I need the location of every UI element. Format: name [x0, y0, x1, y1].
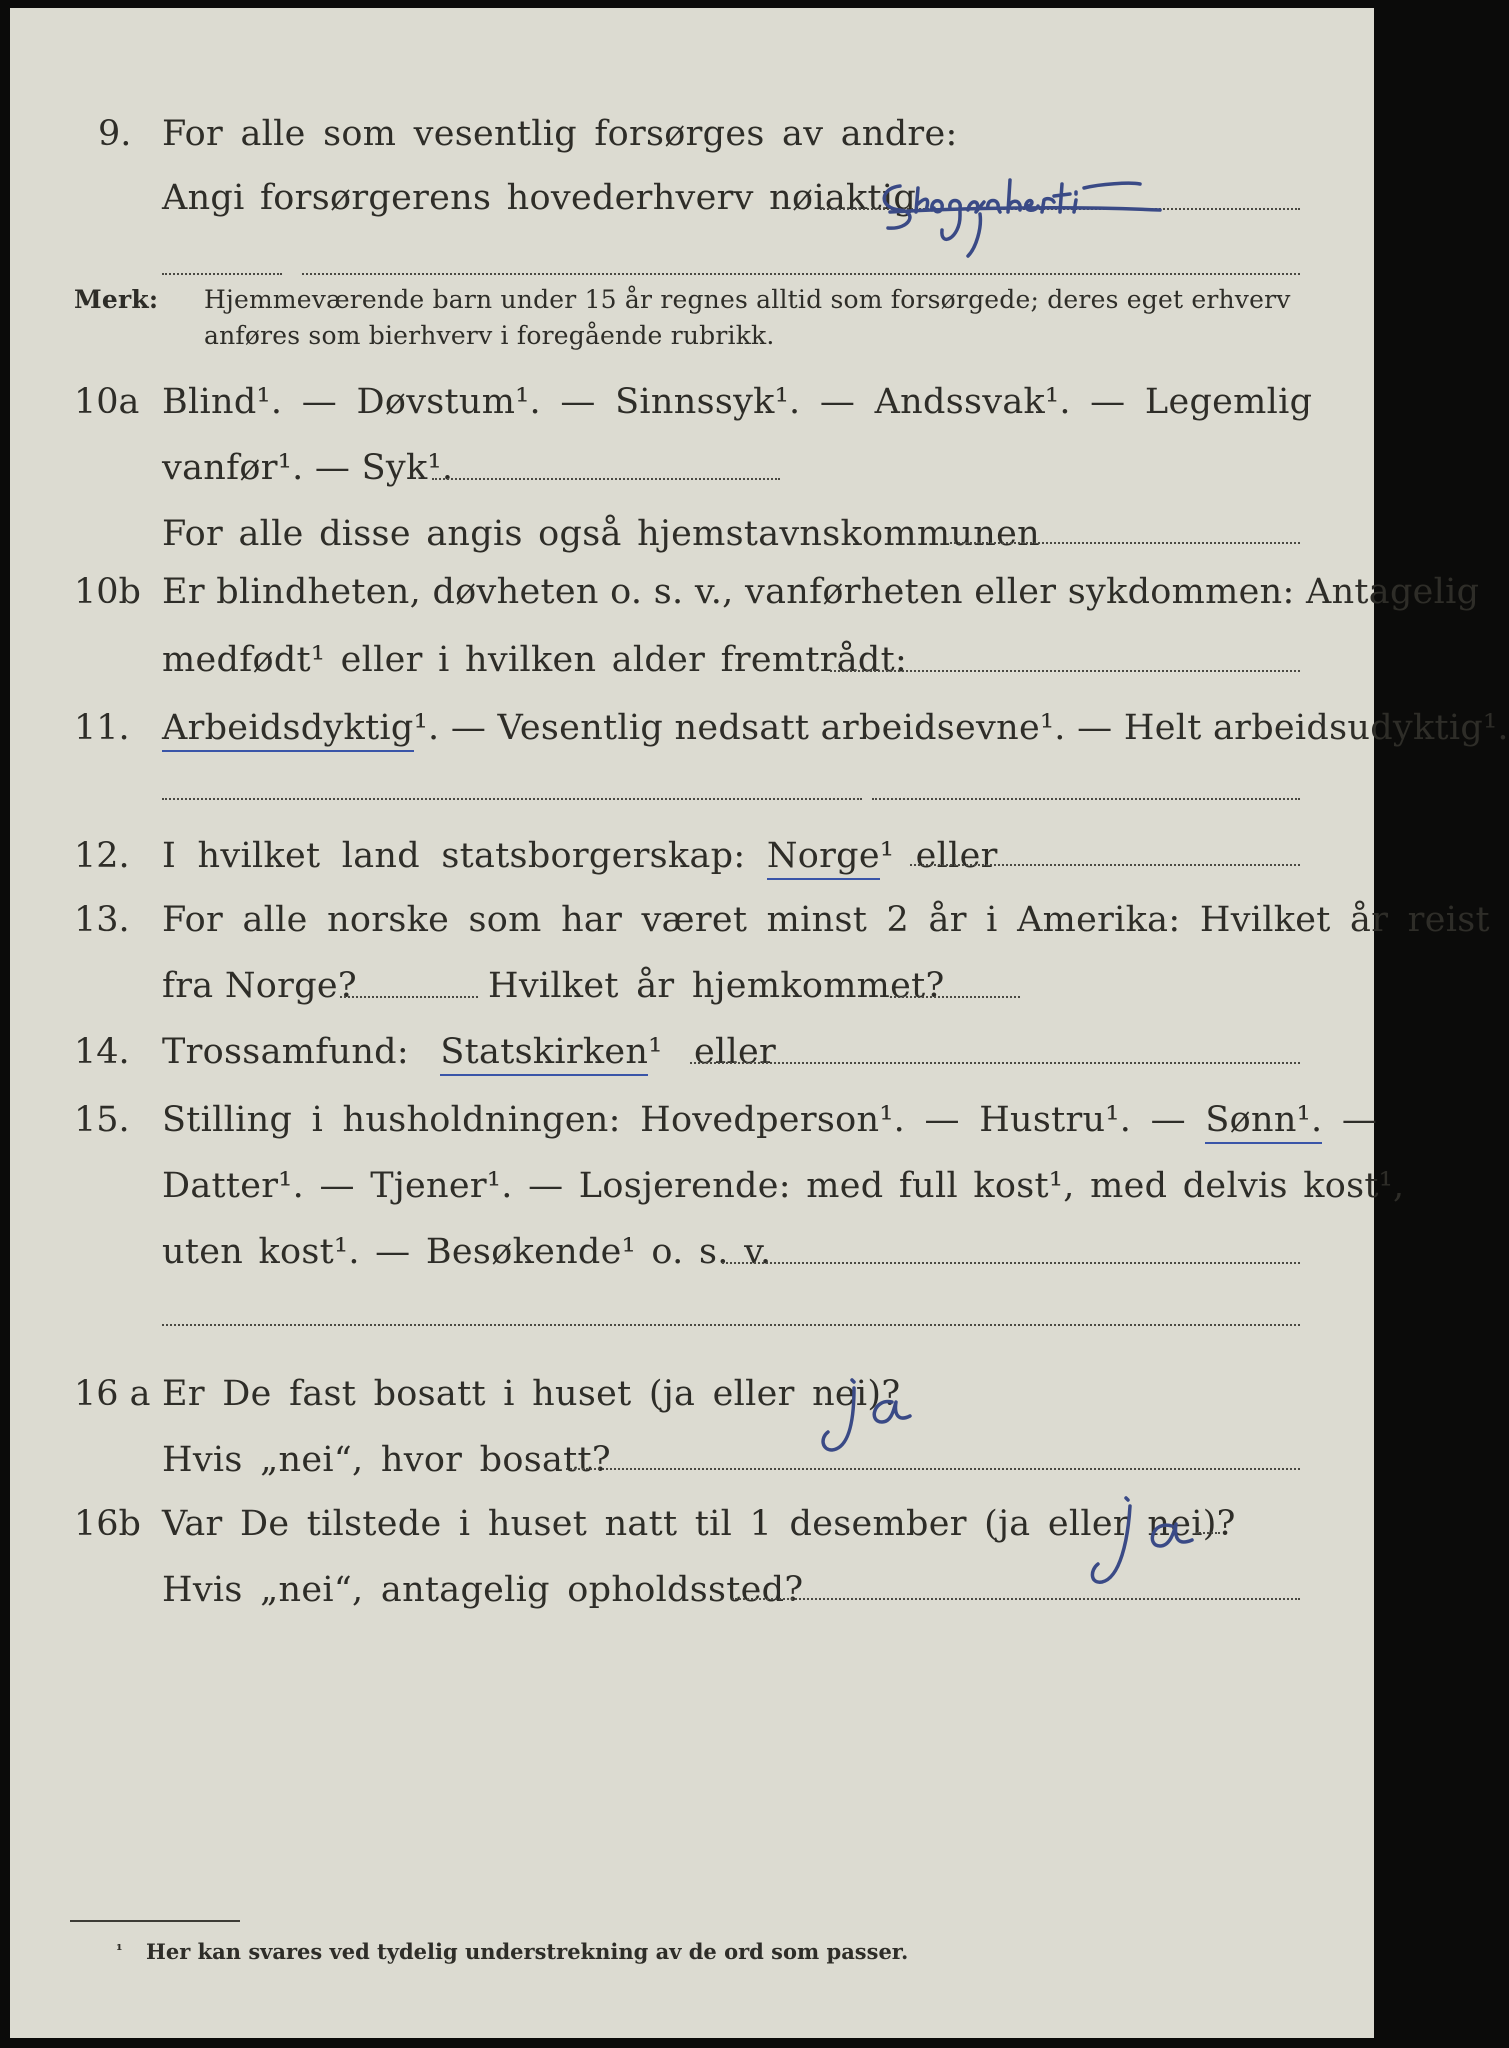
q16b-line2: Hvis „nei“, antagelig opholdssted? — [162, 1570, 804, 1610]
q10a-number: 10a — [74, 382, 140, 422]
census-form-page — [10, 8, 1509, 2038]
q13-line1: For alle norske som har været minst 2 år i Amerika: Hvilket år reist — [162, 900, 1490, 940]
q11-underlined-choice: Arbeidsdyktig — [162, 708, 414, 752]
footnote-mark: ¹ — [116, 1941, 123, 1959]
q10a-line2: vanfør¹. — Syk¹. — [162, 448, 454, 488]
q14-line — [162, 1032, 776, 1072]
merk-line1: Hjemmeværende barn under 15 år regnes alltid som forsørgede; deres eget erhverv — [204, 285, 1291, 314]
q14-after: ¹ eller — [648, 1032, 777, 1072]
q12-after: ¹ eller — [879, 836, 998, 876]
q14-underlined-choice: Statskirken — [440, 1032, 648, 1076]
q10a-answer-line — [432, 478, 780, 480]
merk-label: Merk: — [74, 285, 159, 314]
q12-before: I hvilket land statsborgerskap: — [162, 836, 746, 876]
q9-handwritten-answer — [870, 168, 1230, 258]
q9-continuation-line-left — [162, 273, 282, 275]
q12-line — [162, 836, 998, 876]
q13-line2b: Hvilket år hjemkommet? — [488, 966, 945, 1006]
q14-before: Trossamfund: — [162, 1032, 409, 1072]
q15-line1-after: — — [1341, 1100, 1378, 1140]
q13-reist-line — [340, 996, 478, 998]
q12-answer-line — [910, 864, 1300, 866]
q13-line2a: fra Norge? — [162, 966, 357, 1006]
q16a-line1: Er De fast bosatt i huset (ja eller nei)? — [162, 1374, 901, 1414]
q9-line1: For alle som vesentlig forsørges av andre: — [162, 114, 958, 154]
q13-hjemkommet-line — [890, 996, 1020, 998]
q15-number: 15. — [74, 1100, 130, 1140]
q10a-line1: Blind¹. — Døvstum¹. — Sinnssyk¹. — Andssvak¹. — Legemlig — [162, 382, 1313, 422]
q10a-hjemstavn-line — [950, 542, 1300, 544]
q16a-answer-line — [566, 1468, 1300, 1470]
q11-answer-line-left — [162, 798, 862, 800]
q15-continuation-line — [162, 1324, 1300, 1326]
q10b-line1: Er blindheten, døvheten o. s. v., vanførheten eller sykdommen: Antagelig — [162, 572, 1480, 612]
merk-line2: anføres som bierhverv i foregående rubrikk. — [204, 321, 775, 350]
q15-underlined-choice: Sønn¹. — [1205, 1100, 1322, 1144]
footnote-rule — [70, 1920, 240, 1922]
q16a-line2: Hvis „nei“, hvor bosatt? — [162, 1440, 611, 1480]
q9-continuation-line — [302, 273, 1300, 275]
q11-answer-line-right — [872, 798, 1300, 800]
q14-answer-line — [690, 1062, 1300, 1064]
q12-number: 12. — [74, 836, 130, 876]
q16b-number: 16b — [74, 1504, 141, 1544]
q9-answer-line — [820, 208, 1300, 210]
q11-number: 11. — [74, 708, 130, 748]
q10b-answer-line — [830, 670, 1300, 672]
q11-rest: ¹. — Vesentlig nedsatt arbeidsevne¹. — Helt arbeidsudyktig¹. — [413, 708, 1509, 748]
q10b-line2: medfødt¹ eller i hvilken alder fremtrådt: — [162, 640, 908, 680]
q16b-answer-line — [1196, 1532, 1220, 1534]
q15-line1-before: Stilling i husholdningen: Hovedperson¹. — Hustru¹. — — [162, 1100, 1186, 1140]
q10b-number: 10b — [74, 572, 141, 612]
q12-underlined-choice: Norge — [767, 836, 880, 880]
q13-number: 13. — [74, 900, 130, 940]
q16b-line1: Var De tilstede i huset natt til 1 desember (ja eller nei)? — [162, 1504, 1236, 1544]
q15-line2: Datter¹. — Tjener¹. — Losjerende: med full kost¹, med delvis kost¹, — [162, 1166, 1405, 1206]
q10a-line3: For alle disse angis også hjemstavnskommunen — [162, 514, 1040, 554]
q14-number: 14. — [74, 1032, 130, 1072]
q9-line2: Angi forsørgerens hovederhverv nøiaktig — [162, 178, 917, 218]
q16b-opholdssted-line — [732, 1598, 1300, 1600]
q15-answer-line — [722, 1262, 1300, 1264]
q9-number: 9. — [98, 114, 132, 154]
q15-line1 — [162, 1100, 1377, 1140]
q11-line — [162, 708, 1509, 748]
footnote-text: Her kan svares ved tydelig understrekning av de ord som passer. — [146, 1939, 909, 1964]
q15-line3: uten kost¹. — Besøkende¹ o. s. v. — [162, 1232, 772, 1272]
q16a-number: 16 a — [74, 1374, 151, 1414]
